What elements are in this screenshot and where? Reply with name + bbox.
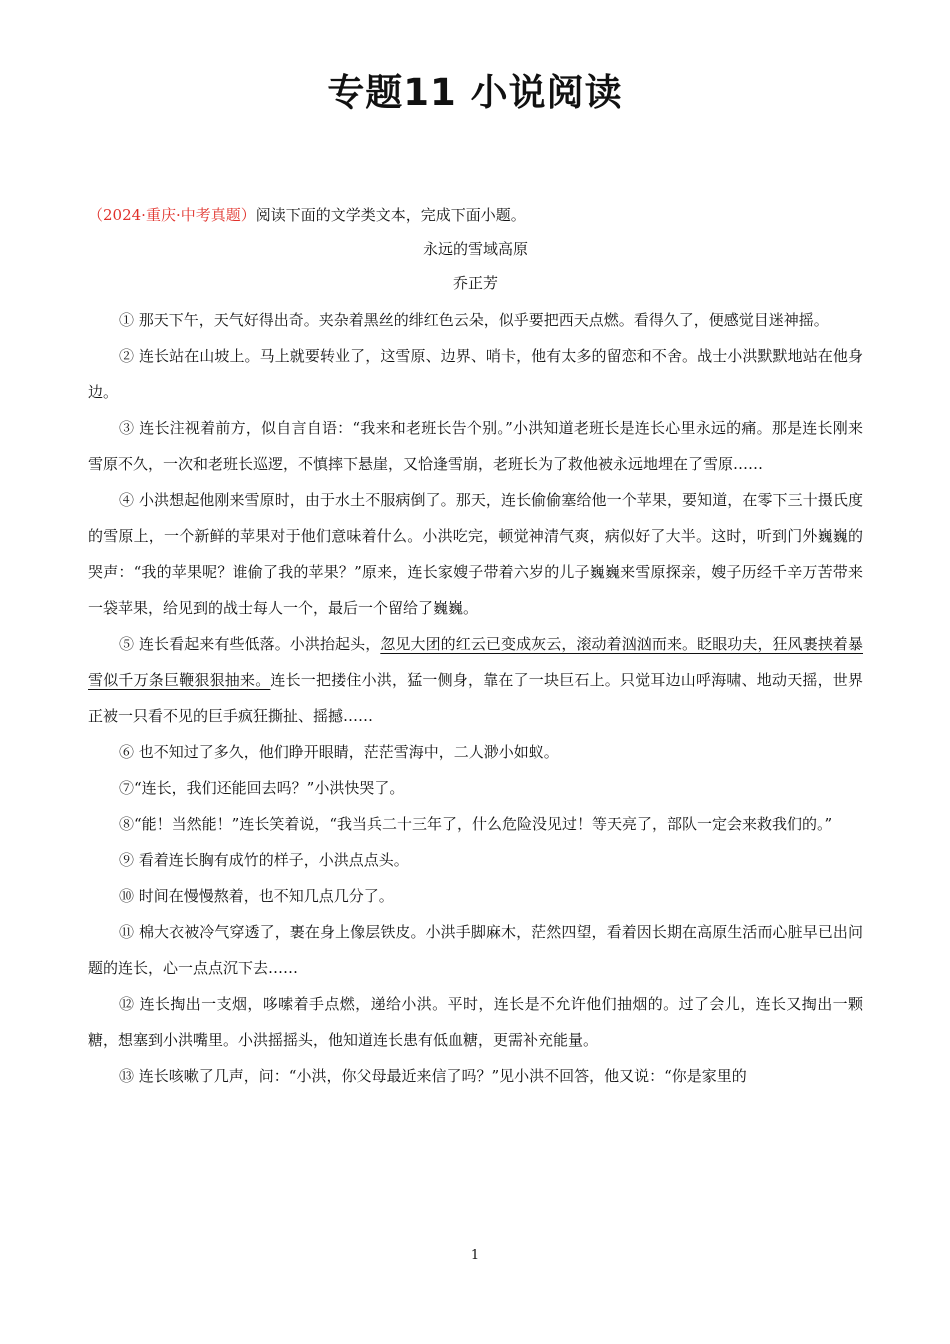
intro-text: 阅读下面的文学类文本，完成下面小题。 <box>255 206 526 224</box>
paragraph-5 <box>88 626 863 734</box>
paragraph-6: ⑥ 也不知过了多久，他们睁开眼睛，茫茫雪海中，二人渺小如蚁。 <box>119 743 559 761</box>
paragraph-13: ⑬ 连长咳嗽了几声，问：“小洪，你父母最近来信了吗？”见小洪不回答，他又说：“你是家里的 <box>119 1067 747 1085</box>
paragraph-10: ⑩ 时间在慢慢熬着，也不知几点几分了。 <box>119 887 394 905</box>
paragraph-1: ① 那天下午，天气好得出奇。夹杂着黑丝的绯红色云朵，似乎要把西天点燃。看得久了，便感觉目迷神摇。 <box>119 311 829 329</box>
paragraph-5-start: ⑤ 连长看起来有些低落。小洪抬起头， <box>119 635 381 653</box>
paragraph-2: ② 连长站在山坡上。马上就要转业了，这雪原、边界、哨卡，他有太多的留恋和不舍。战士小洪默默地站在他身边。 <box>88 347 863 401</box>
paragraph-8: ⑧“能！当然能！”连长笑着说，“我当兵二十三年了，什么危险没见过！等天亮了，部队一定会来救我们的。” <box>119 815 833 833</box>
paragraph-11: ⑪ 棉大衣被冷气穿透了，裹在身上像层铁皮。小洪手脚麻木，茫然四望，看着因长期在高原生活而心脏早已出问题的连长，心一点点沉下去…… <box>88 923 863 977</box>
exam-source: （2024·重庆·中考真题） <box>88 206 256 224</box>
document-content <box>88 200 863 1094</box>
question-intro <box>88 200 863 230</box>
paragraph-7: ⑦“连长，我们还能回去吗？”小洪快哭了。 <box>119 779 405 797</box>
paragraph-9: ⑨ 看着连长胸有成竹的样子，小洪点点头。 <box>119 851 409 869</box>
paragraph-5-underlined: 忽见大团的红云已变成灰云，滚动着汹汹而来。眨眼功夫，狂风裹挟着暴雪似千万条巨鞭狠狠抽来。 <box>88 635 863 689</box>
article-title: 永远的雪域高原 <box>422 240 528 258</box>
page-number: 1 <box>470 1248 480 1263</box>
paragraph-12: ⑫ 连长掏出一支烟，哆嗦着手点燃，递给小洪。平时，连长是不允许他们抽烟的。过了会儿，连长又掏出一颗糖，想塞到小洪嘴里。小洪摇摇头，他知道连长患有低血糖，更需补充能量。 <box>88 995 863 1049</box>
paragraph-5-end: 连长一把搂住小洪，猛一侧身，靠在了一块巨石上。只觉耳边山呼海啸、地动天摇，世界正被一只看不见的巨手疯狂撕扯、摇撼…… <box>88 671 863 725</box>
document-title: 专题11 小说阅读 <box>327 71 623 114</box>
paragraph-3: ③ 连长注视着前方，似自言自语：“我来和老班长告个别。”小洪知道老班长是连长心里永远的痛。那是连长刚来雪原不久，一次和老班长巡逻，不慎摔下悬崖，又恰逢雪崩，老班长为了救他被永远地埋在了雪原…… <box>88 419 863 473</box>
article-author: 乔正芳 <box>452 274 498 292</box>
paragraph-4: ④ 小洪想起他刚来雪原时，由于水土不服病倒了。那天，连长偷偷塞给他一个苹果，要知道，在零下三十摄氏度的雪原上，一个新鲜的苹果对于他们意味着什么。小洪吃完，顿觉神清气爽，病似好了大半。这时，听到门外巍巍的哭声：“我的苹果呢？谁偷了我的苹果？”原来，连长家嫂子带着六岁的儿子巍巍来雪原探亲，嫂子历经千辛万苦带来一袋苹果，给见到的战士每人一个，最后一个留给了巍巍。 <box>88 491 863 617</box>
